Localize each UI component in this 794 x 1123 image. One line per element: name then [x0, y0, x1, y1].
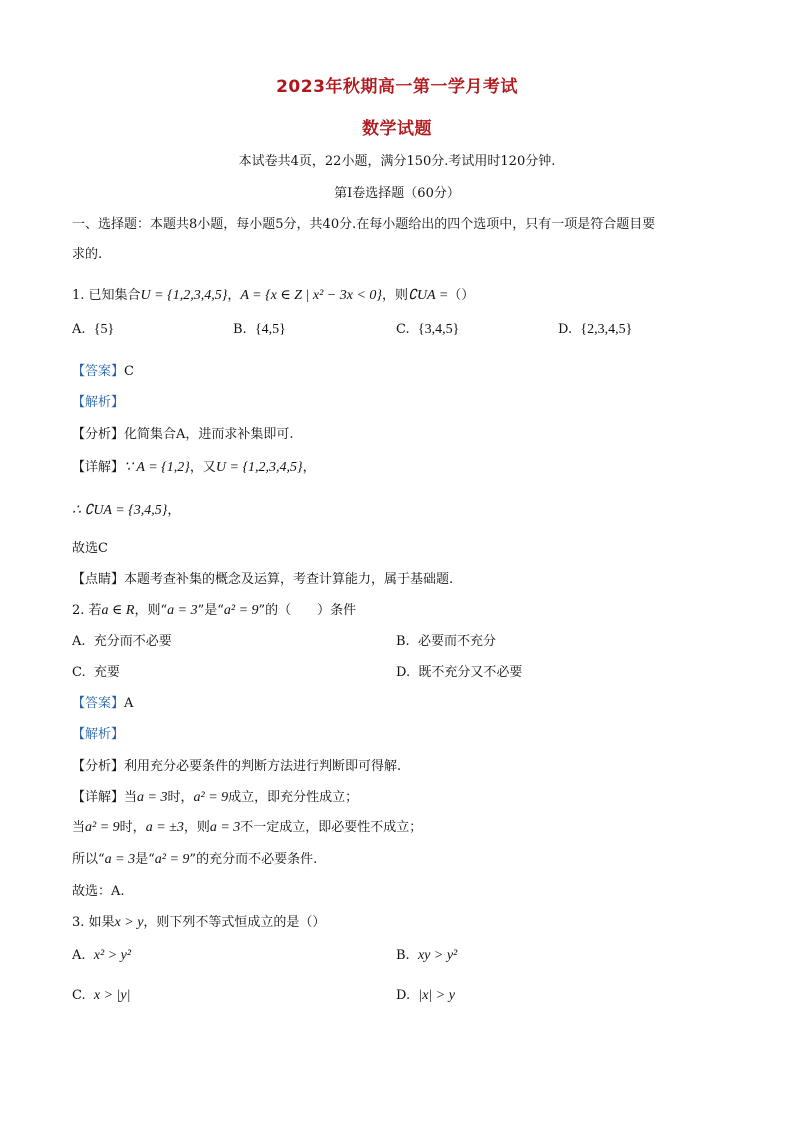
- q2-detail-3: 所以“a = 3是“a² = 9”的充分而不必要条件.: [72, 852, 318, 867]
- q1-complement: ∁UA =: [408, 288, 449, 303]
- q1-set-a: A = {x ∈ Z | x² − 3x < 0}: [240, 288, 383, 303]
- q2-detail-1: 【详解】当a = 3时，a² = 9成立，即充分性成立；: [72, 790, 359, 805]
- q3-option-a: A. x² > y²: [72, 948, 132, 963]
- exam-info: 本试卷共4页，22小题，满分150分.考试用时120分钟.: [238, 154, 556, 169]
- q2-stem: 2. 若a ∈ R，则“a = 3”是“a² = 9”的（ ）条件: [72, 603, 357, 618]
- q1-option-b: B. {4,5}: [233, 322, 286, 337]
- q2-fenxi: 【分析】利用充分必要条件的判断方法进行判断即可得解.: [72, 759, 402, 774]
- q2-option-a: A. 充分而不必要: [72, 634, 172, 649]
- q1-prefix: 1. 已知集合: [72, 288, 141, 303]
- q1-detail: 【详解】∵ A = {1,2}，又U = {1,2,3,4,5}，: [72, 460, 316, 475]
- q2-option-c: C. 充要: [72, 665, 120, 680]
- q1-comment: 【点睛】本题考查补集的概念及运算，考查计算能力，属于基础题.: [72, 572, 454, 587]
- q3-option-d: D. |x| > y: [396, 988, 455, 1003]
- exam-title: 2023年秋期高一第一学月考试: [276, 77, 518, 97]
- q1-option-a: A. {5}: [72, 322, 115, 337]
- q1-choose: 故选C: [72, 541, 108, 556]
- q3-option-b: B. xy > y²: [396, 948, 458, 963]
- q2-option-b: B. 必要而不充分: [396, 634, 496, 649]
- q1-paren: （）: [448, 288, 475, 303]
- q3-stem: 3. 如果x > y，则下列不等式恒成立的是（）: [72, 915, 326, 930]
- part-heading: 第I卷选择题（60分）: [334, 186, 460, 201]
- q1-option-d: D. {2,3,4,5}: [558, 322, 633, 337]
- subject-title: 数学试题: [362, 119, 432, 139]
- q1-fenxi: 【分析】化简集合A，进而求补集即可.: [72, 427, 294, 442]
- q1-answer: 【答案】C: [72, 364, 134, 379]
- q2-detail-2: 当a² = 9时，a = ±3，则a = 3不一定成立，即必要性不成立；: [72, 820, 423, 835]
- q2-answer: 【答案】A: [72, 696, 134, 711]
- q1-option-c: C. {3,4,5}: [396, 322, 460, 337]
- q1-therefore: ∴ ∁UA = {3,4,5}，: [72, 503, 181, 518]
- q1-stem: [72, 284, 732, 304]
- q2-option-d: D. 既不充分又不必要: [396, 665, 523, 680]
- q1-set-u: U = {1,2,3,4,5}: [140, 288, 228, 303]
- q2-choose: 故选：A.: [72, 884, 125, 899]
- section-heading-line1: 一、选择题：本题共8小题，每小题5分，共40分.在每小题给出的四个选项中，只有一项是符合题目要: [72, 217, 656, 232]
- section-heading-line2: 求的.: [72, 247, 103, 262]
- q2-analysis-tag: 【解析】: [72, 727, 125, 742]
- q1-sep: ，: [227, 288, 241, 303]
- q1-analysis-tag: 【解析】: [72, 395, 125, 410]
- q1-then: ，则: [382, 288, 409, 303]
- q3-option-c: C. x > |y|: [72, 988, 131, 1003]
